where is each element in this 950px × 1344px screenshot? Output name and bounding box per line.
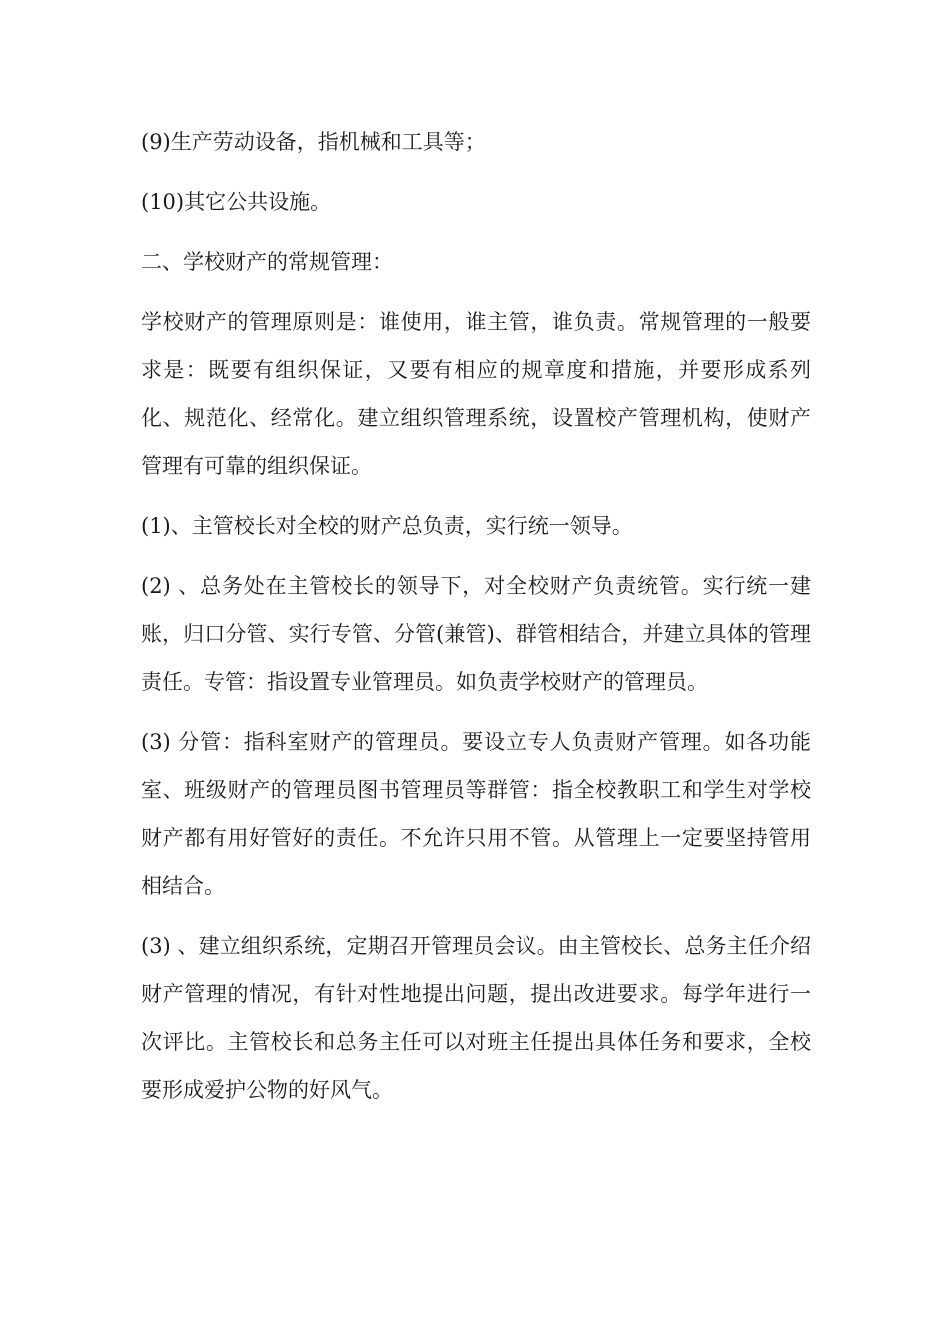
document-body <box>141 118 811 1126</box>
paragraph-item-3b: (3) 、建立组织系统，定期召开管理员会议。由主管校长、总务主任介绍财产管理的情况，有针对性地提出问题，提出改进要求。每学年进行一次评比。主管校长和总务主任可以对班主任提出具体任务和要求，全校要形成爱护公物的好风气。 <box>141 934 811 1102</box>
paragraph-item-3a: (3) 分管：指科室财产的管理员。要设立专人负责财产管理。如各功能室、班级财产的管理员图书管理员等群管：指全校教职工和学生对学校财产都有用好管好的责任。不允许只用不管。从管理上一定要坚持管用相结合。 <box>141 730 811 898</box>
paragraph-item-1: (1)、主管校长对全校的财产总负责，实行统一领导。 <box>141 514 633 538</box>
paragraph-item-9: (9)生产劳动设备，指机械和工具等； <box>141 130 486 154</box>
paragraph-principles: 学校财产的管理原则是：谁使用，谁主管，谁负责。常规管理的一般要求是：既要有组织保证，又要有相应的规章度和措施，并要形成系列化、规范化、经常化。建立组织管理系统，设置校产管理机构，使财产管理有可靠的组织保证。 <box>141 310 811 478</box>
paragraph-item-2: (2) 、总务处在主管校长的领导下，对全校财产负责统管。实行统一建账，归口分管、实行专管、分管(兼管)、群管相结合，并建立具体的管理责任。专管：指设置专业管理员。如负责学校财产的管理员。 <box>141 574 811 694</box>
paragraph-item-10: (10)其它公共设施。 <box>141 190 332 214</box>
section-heading: 二、学校财产的常规管理： <box>141 250 393 274</box>
